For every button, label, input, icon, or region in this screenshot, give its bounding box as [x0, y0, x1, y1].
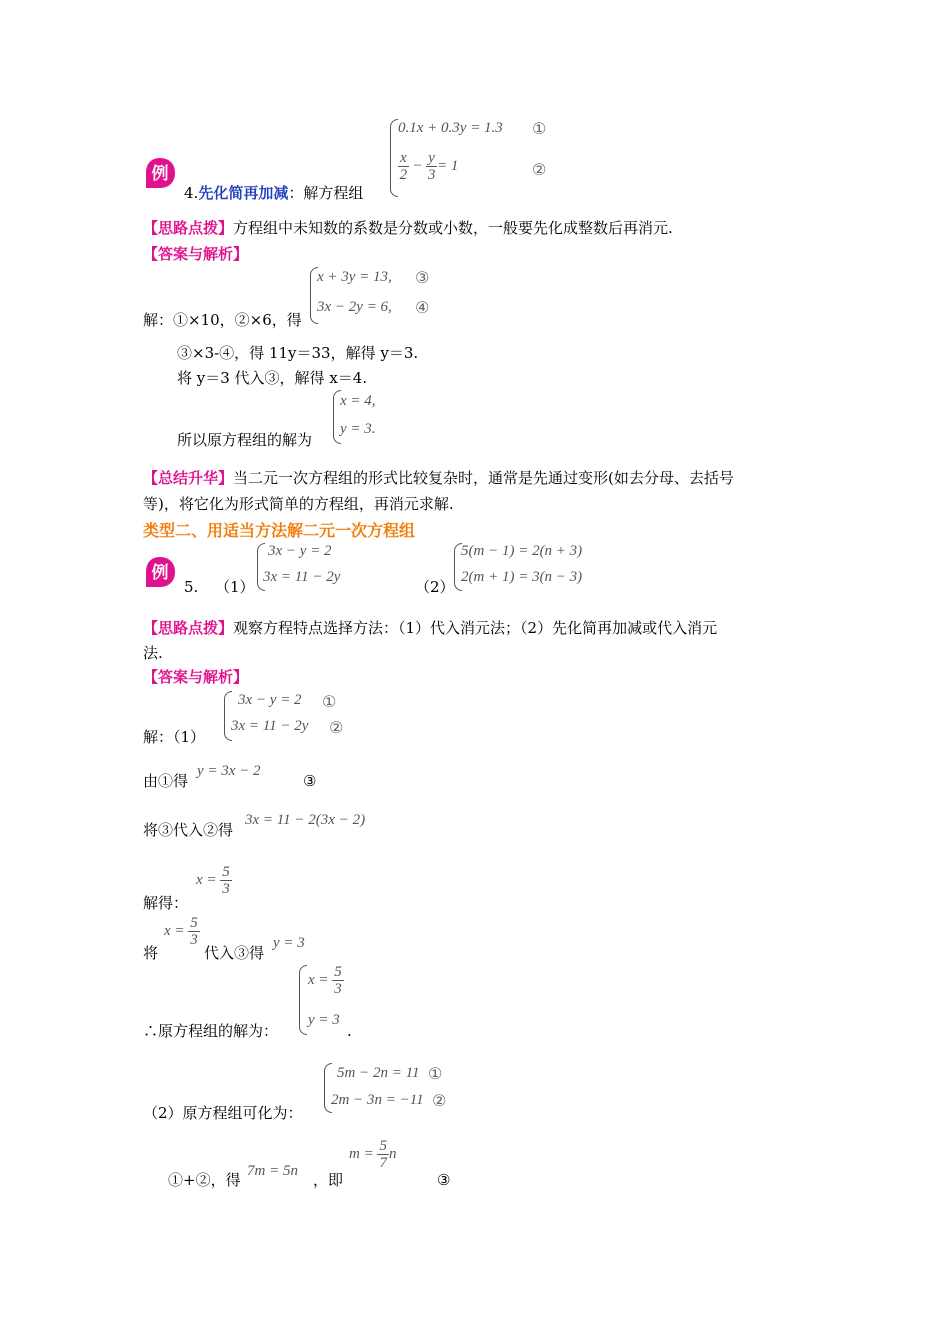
- sol1-eq-1: 3x − y = 2: [238, 692, 302, 708]
- example-number: 5.: [184, 578, 199, 596]
- problem-2-label: （2）: [415, 578, 455, 596]
- problem-2-eq-2: 2(m + 1) = 3(n − 3): [461, 569, 583, 585]
- example-icon: [143, 156, 177, 190]
- sol1-eq-2: 3x = 11 − 2y: [231, 718, 309, 734]
- problem-1-eq-1: 3x − y = 2: [268, 543, 332, 559]
- from1-eq: y = 3x − 2: [197, 763, 261, 779]
- example-icon: [143, 555, 177, 589]
- method-title: 先化简再加减: [198, 184, 289, 202]
- p2-intro: （2）原方程组可化为：: [143, 1104, 303, 1122]
- x-solution: x = $\frac{5}{3}$: [196, 864, 230, 897]
- answer-tag: 【答案与解析】: [143, 668, 249, 686]
- period: .: [347, 1022, 352, 1040]
- sol2-eq-1-mark: ①: [428, 1064, 443, 1083]
- equation-4: 3x − 2y = 6,: [317, 299, 392, 315]
- example-number: 4.: [184, 184, 199, 202]
- comma-ie: ，即: [313, 1171, 344, 1189]
- hint-tag: 【思路点拨】: [143, 219, 234, 237]
- final-x: x = $\frac{5}{3}$: [308, 964, 342, 997]
- add-label: ①+②，得: [168, 1171, 241, 1189]
- summary-tag: 【总结升华】: [143, 469, 234, 487]
- hint-tag: 【思路点拨】: [143, 619, 234, 637]
- equation-3-mark: ③: [415, 268, 430, 287]
- equation-3: x + 3y = 13,: [317, 269, 392, 285]
- final-y: y = 3: [308, 1012, 340, 1028]
- hint-line-2: 法.: [143, 644, 163, 662]
- solve-label: 解得：: [143, 894, 189, 912]
- equation-1-mark: ①: [532, 119, 547, 138]
- problem-1-label: （1）: [215, 578, 255, 596]
- x-value-substitute: x = $\frac{5}{3}$: [164, 915, 198, 948]
- step-1: ③×3-④，得 11y＝33，解得 y＝3.: [177, 344, 419, 362]
- system-brace: [390, 119, 398, 197]
- result-label: 所以原方程组的解为: [177, 431, 313, 449]
- equation-1: 0.1x + 0.3y = 1.3: [398, 120, 503, 136]
- therefore-label: ∴原方程组的解为：: [143, 1022, 279, 1040]
- problem-1-eq-2: 3x = 11 − 2y: [263, 569, 341, 585]
- hint-line-1: 【思路点拨】观察方程特点选择方法：（1）代入消元法；（2）先化简再加减或代入消元: [143, 619, 718, 637]
- put-label-1: 将: [143, 944, 159, 962]
- example-4-title-line: 4.先化简再加减：解方程组: [184, 184, 364, 202]
- summary-line-1: 【总结升华】当二元一次方程组的形式比较复杂时，通常是先通过变形(如去分母、去括号: [143, 469, 734, 487]
- intro-text: 解方程组: [303, 184, 364, 202]
- equation-2: $\frac{x}{2}$ − $\frac{y}{3}$ = 1: [399, 150, 459, 183]
- from1-label: 由①得: [143, 772, 189, 790]
- sol1-eq-2-mark: ②: [329, 718, 344, 737]
- sub-eq: 3x = 11 − 2(3x − 2): [245, 812, 366, 828]
- sol1-prefix: 解：（1）: [143, 728, 206, 746]
- result-x: x = 4,: [340, 393, 376, 409]
- sub-label: 将③代入②得: [143, 821, 234, 839]
- solution-prefix: 解：①×10，②×6，得: [143, 311, 302, 329]
- system-brace: [299, 965, 307, 1035]
- sol2-eq-1: 5m − 2n = 11: [337, 1065, 420, 1081]
- put-label-2: 代入③得: [204, 944, 265, 962]
- section-heading: 类型二、用适当方法解二元一次方程组: [143, 521, 416, 540]
- svg-text:例: 例: [151, 563, 169, 583]
- from1-mark: ③: [303, 772, 317, 790]
- sol1-eq-1-mark: ①: [322, 692, 337, 711]
- equation-4-mark: ④: [415, 298, 430, 317]
- hint-line: 【思路点拨】方程组中未知数的系数是分数或小数，一般要先化成整数后再消元.: [143, 219, 673, 237]
- svg-text:例: 例: [151, 164, 169, 184]
- m-expression: m = $\frac{5}{7}$ n: [349, 1138, 397, 1171]
- summary-line-2: 等)，将它化为形式简单的方程组，再消元求解.: [143, 495, 454, 513]
- add-eq: 7m = 5n: [247, 1163, 298, 1179]
- step-2: 将 y＝3 代入③，解得 x＝4.: [177, 369, 368, 387]
- m-mark: ③: [437, 1171, 451, 1189]
- sol2-eq-2-mark: ②: [432, 1091, 447, 1110]
- answer-tag: 【答案与解析】: [143, 245, 249, 263]
- put-eq: y = 3: [273, 935, 305, 951]
- problem-2-eq-1: 5(m − 1) = 2(n + 3): [461, 543, 583, 559]
- result-y: y = 3.: [340, 421, 376, 437]
- equation-2-mark: ②: [532, 160, 547, 179]
- sol2-eq-2: 2m − 3n = −11: [331, 1092, 424, 1108]
